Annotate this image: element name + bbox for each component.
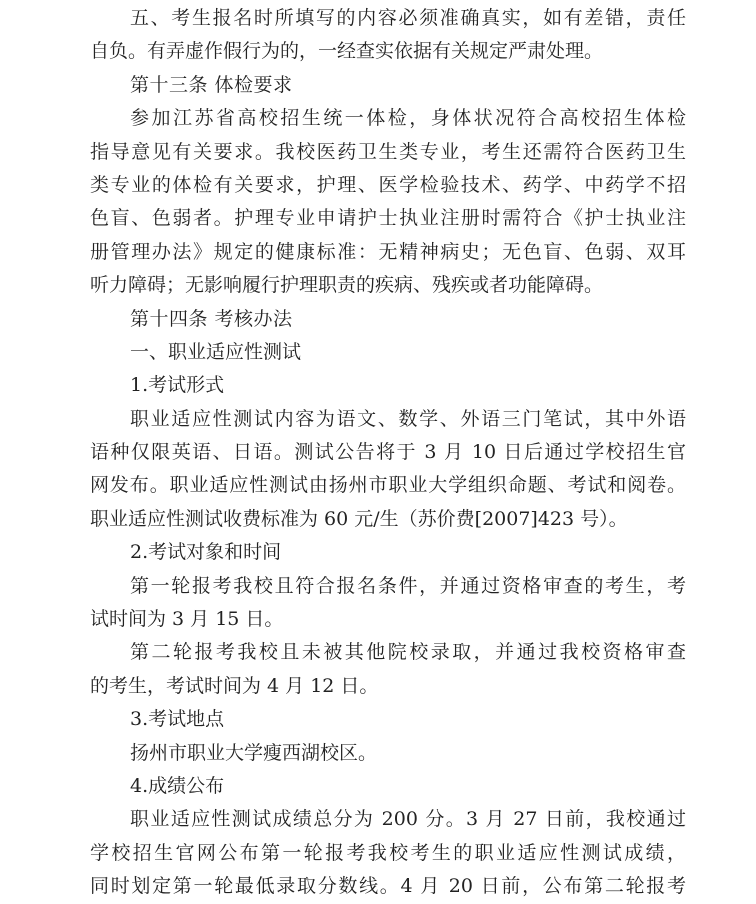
- paragraph-line: 第一轮报考我校且符合报名条件，并通过资格审查的考生，考: [130, 574, 686, 597]
- paragraph-line: 职业适应性测试成绩总分为 200 分。3 月 27 日前，我校通过: [130, 808, 686, 831]
- paragraph-line: 同时划定第一轮最低录取分数线。4 月 20 日前，公布第二轮报考: [90, 875, 686, 898]
- item-heading: 4.成绩公布: [130, 774, 225, 797]
- document-page: [90, 2, 686, 904]
- paragraph-line: 语种仅限英语、日语。测试公告将于 3 月 10 日后通过学校招生官: [90, 441, 686, 464]
- item-heading: 1.考试形式: [130, 374, 225, 397]
- paragraph-line: 职业适应性测试收费标准为 60 元/生（苏价费[2007]423 号）。: [90, 507, 628, 530]
- paragraph-line: 指导意见有关要求。我校医药卫生类专业，考生还需符合医药卫生: [90, 140, 686, 163]
- paragraph-line: 色盲、色弱者。护理专业申请护士执业注册时需符合《护士执业注: [90, 207, 686, 230]
- paragraph-line: 参加江苏省高校招生统一体检，身体状况符合高校招生体检: [130, 107, 686, 130]
- subsection-heading: 一、职业适应性测试: [130, 340, 302, 363]
- paragraph-line: 五、考生报名时所填写的内容必须准确真实，如有差错，责任: [130, 7, 686, 29]
- paragraph-line: 自负。有弄虚作假行为的，一经查实依据有关规定严肃处理。: [90, 40, 604, 63]
- item-heading: 3.考试地点: [130, 708, 225, 731]
- paragraph-line: 试时间为 3 月 15 日。: [90, 608, 284, 631]
- paragraph-line: 的考生，考试时间为 4 月 12 日。: [90, 674, 379, 697]
- item-heading: 2.考试对象和时间: [130, 541, 282, 564]
- section-heading: 第十三条 体检要求: [130, 73, 293, 96]
- section-heading: 第十四条 考核办法: [130, 307, 293, 330]
- paragraph-line: 册管理办法》规定的健康标准：无精神病史；无色盲、色弱、双耳: [90, 240, 686, 263]
- paragraph-line: 扬州市职业大学瘦西湖校区。: [130, 741, 378, 764]
- paragraph-line: 学校招生官网公布第一轮报考我校考生的职业适应性测试成绩，: [90, 841, 686, 864]
- paragraph-line: 听力障碍；无影响履行护理职责的疾病、残疾或者功能障碍。: [90, 274, 604, 297]
- paragraph-line: 网发布。职业适应性测试由扬州市职业大学组织命题、考试和阅卷。: [90, 474, 686, 497]
- paragraph-line: 第二轮报考我校且未被其他院校录取，并通过我校资格审查: [130, 641, 686, 664]
- paragraph-line: 职业适应性测试内容为语文、数学、外语三门笔试，其中外语: [130, 407, 686, 430]
- paragraph-line: 类专业的体检有关要求，护理、医学检验技术、药学、中药学不招: [90, 173, 686, 196]
